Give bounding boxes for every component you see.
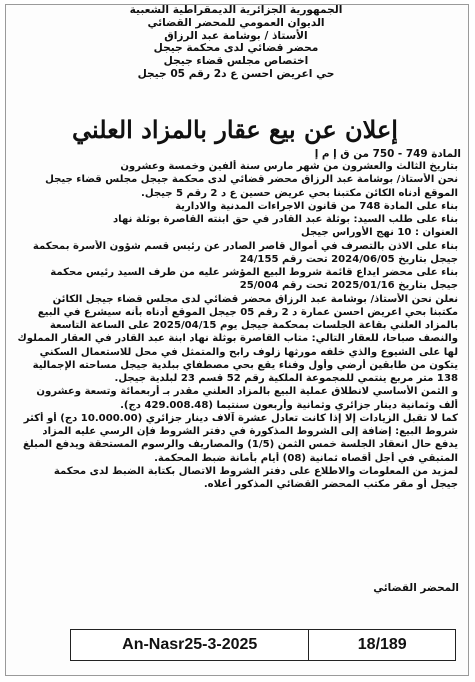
body-line: يدفع حال انعقاد الجلسة خمس الثمن (1/5) والمصاريف والرسوم المستحقة ويدفع المبلغ xyxy=(22,439,458,451)
body-line: جيجل بتاريخ 2025/01/16 تحت رقم 25/004 xyxy=(239,280,458,292)
body-line: يتكون من طابقين أرضي وأول وفناء يقع بحي مصطفاي ببلدية جيجل مساحته الإجمالية xyxy=(32,359,458,371)
letterhead-line: حي اعريض احسن ع د2 رقم 05 جيجل xyxy=(137,67,335,80)
bailiff-signature-label: المحضر القضائي xyxy=(373,582,459,594)
body-line: جيجل بتاريخ 2024/06/05 تحت رقم 24/155 xyxy=(239,253,458,265)
body-line: الموقع أدناه الكائن مكتبنا بحي عريض حسين ع د 2 رقم 5 جيجل. xyxy=(140,187,458,199)
body-line: لها على الشيوع والذي خلفه مورثها زلوف رابح والمتمثل في محل للاستعمال السكني xyxy=(39,346,458,358)
body-line: بناء على الاذن بالتصرف في أموال قاصر الصادر عن رئيس قسم شؤون الأسرة بمحكمة xyxy=(32,240,458,252)
body-line: والنصف صباحا، للعقار التالي: متاب القاصرة بوثلة نهاد ابنة عبد القادر في العقار المملوك xyxy=(17,333,458,345)
letterhead-line: الديوان العمومي للمحضر القضائي xyxy=(147,16,325,29)
letterhead xyxy=(40,4,432,81)
announcement-body xyxy=(10,160,458,491)
body-line: المتبقي في أجل أقصاه ثمانية (08) أيام بأمانة ضبط المحكمة. xyxy=(154,452,458,464)
body-line: بناء على محضر ايداع قائمة شروط البيع المؤشر عليه من طرف السيد رئيس محكمة xyxy=(50,267,458,278)
body-line: نحن الأستاذ/ بوشامة عبد الرزاق محضر قضائي لدى محكمة جيجل مجلس قضاء جيجل xyxy=(45,174,458,186)
announcement-title: إعلان عن بيع عقار بالمزاد العلني xyxy=(72,115,398,144)
body-line: بناء على المادة 748 من قانون الاجراءات المدنية والادارية xyxy=(175,200,458,212)
letterhead-line: الأستاذ / بوشامة عبد الرزاق xyxy=(164,29,308,42)
body-line: بتاريخ الثالث والعشرون من شهر مارس سنة ألفين وخمسة وعشرون xyxy=(120,161,458,172)
body-line: بالمزاد العلني بقاعة الجلسات بمحكمة جيجل يوم 2025/04/15 على الساعة التاسعة xyxy=(49,320,458,331)
body-line: بناء على طلب السيد: بوثلة عبد القادر في حق ابنته القاصرة بوثلة نهاد xyxy=(112,214,458,225)
body-line: نعلن نحن الأستاذ/ بوشامة عبد الرزاق محضر قضائي لدى مجلس قضاء جيجل الكائن xyxy=(52,293,458,305)
body-line: و الثمن الأساسي لانطلاق عملية البيع بالمزاد العلني مقدر بـ أربعمائة وتسعة وعشرون xyxy=(36,386,458,398)
body-line: مكتبنا بحي اعريض احسن عمارة د 2 رقم 05 جيجل الموقع أدناه بأنه سيشرع في البيع xyxy=(37,306,458,318)
body-line: 138 متر مربع ينتمي للمجموعة الملكية رقم 52 قسم 23 لبلدية جيجل. xyxy=(114,373,458,384)
letterhead-line: الجمهورية الجزائرية الديمقراطية الشعبية xyxy=(129,4,343,16)
page-reference: 18/189 xyxy=(357,636,407,653)
newspaper-footer xyxy=(70,629,456,661)
body-line: جيجل أو مقر مكتب المحضر القضائي المذكور أعلاه. xyxy=(203,479,458,490)
legal-articles-reference: المادة 749 - 750 من ق إ م إ xyxy=(314,148,461,160)
newspaper-date: An-Nasr25-3-2025 xyxy=(71,630,309,660)
body-line: شروط البيع: إضافة إلى الشروط المذكورة في دفتر الشروط فإن الرسي عليه المزاد xyxy=(42,426,458,437)
body-line: العنوان : 10 نهج الأوراس جيجل xyxy=(301,227,458,239)
letterhead-line: اختصاص مجلس قضاء جيجل xyxy=(163,55,309,68)
letterhead-line: محضر قضائي لدى محكمة جيجل xyxy=(153,42,319,55)
body-line: ألف وثمانية دينار جزائري وثمانية وأربعون سنتيما (429.008.48 دج). xyxy=(120,399,458,411)
body-line: لمزيد من المعلومات والاطلاع على دفتر الشروط الاتصال بكتابة الضبط لدى محكمة xyxy=(53,465,458,477)
body-line: كما لا تقبل الزيادات إلا إذا كانت تعادل عشرة آلاف دينار جزائري (10.000.00 دج) أو أكثر xyxy=(23,412,458,424)
